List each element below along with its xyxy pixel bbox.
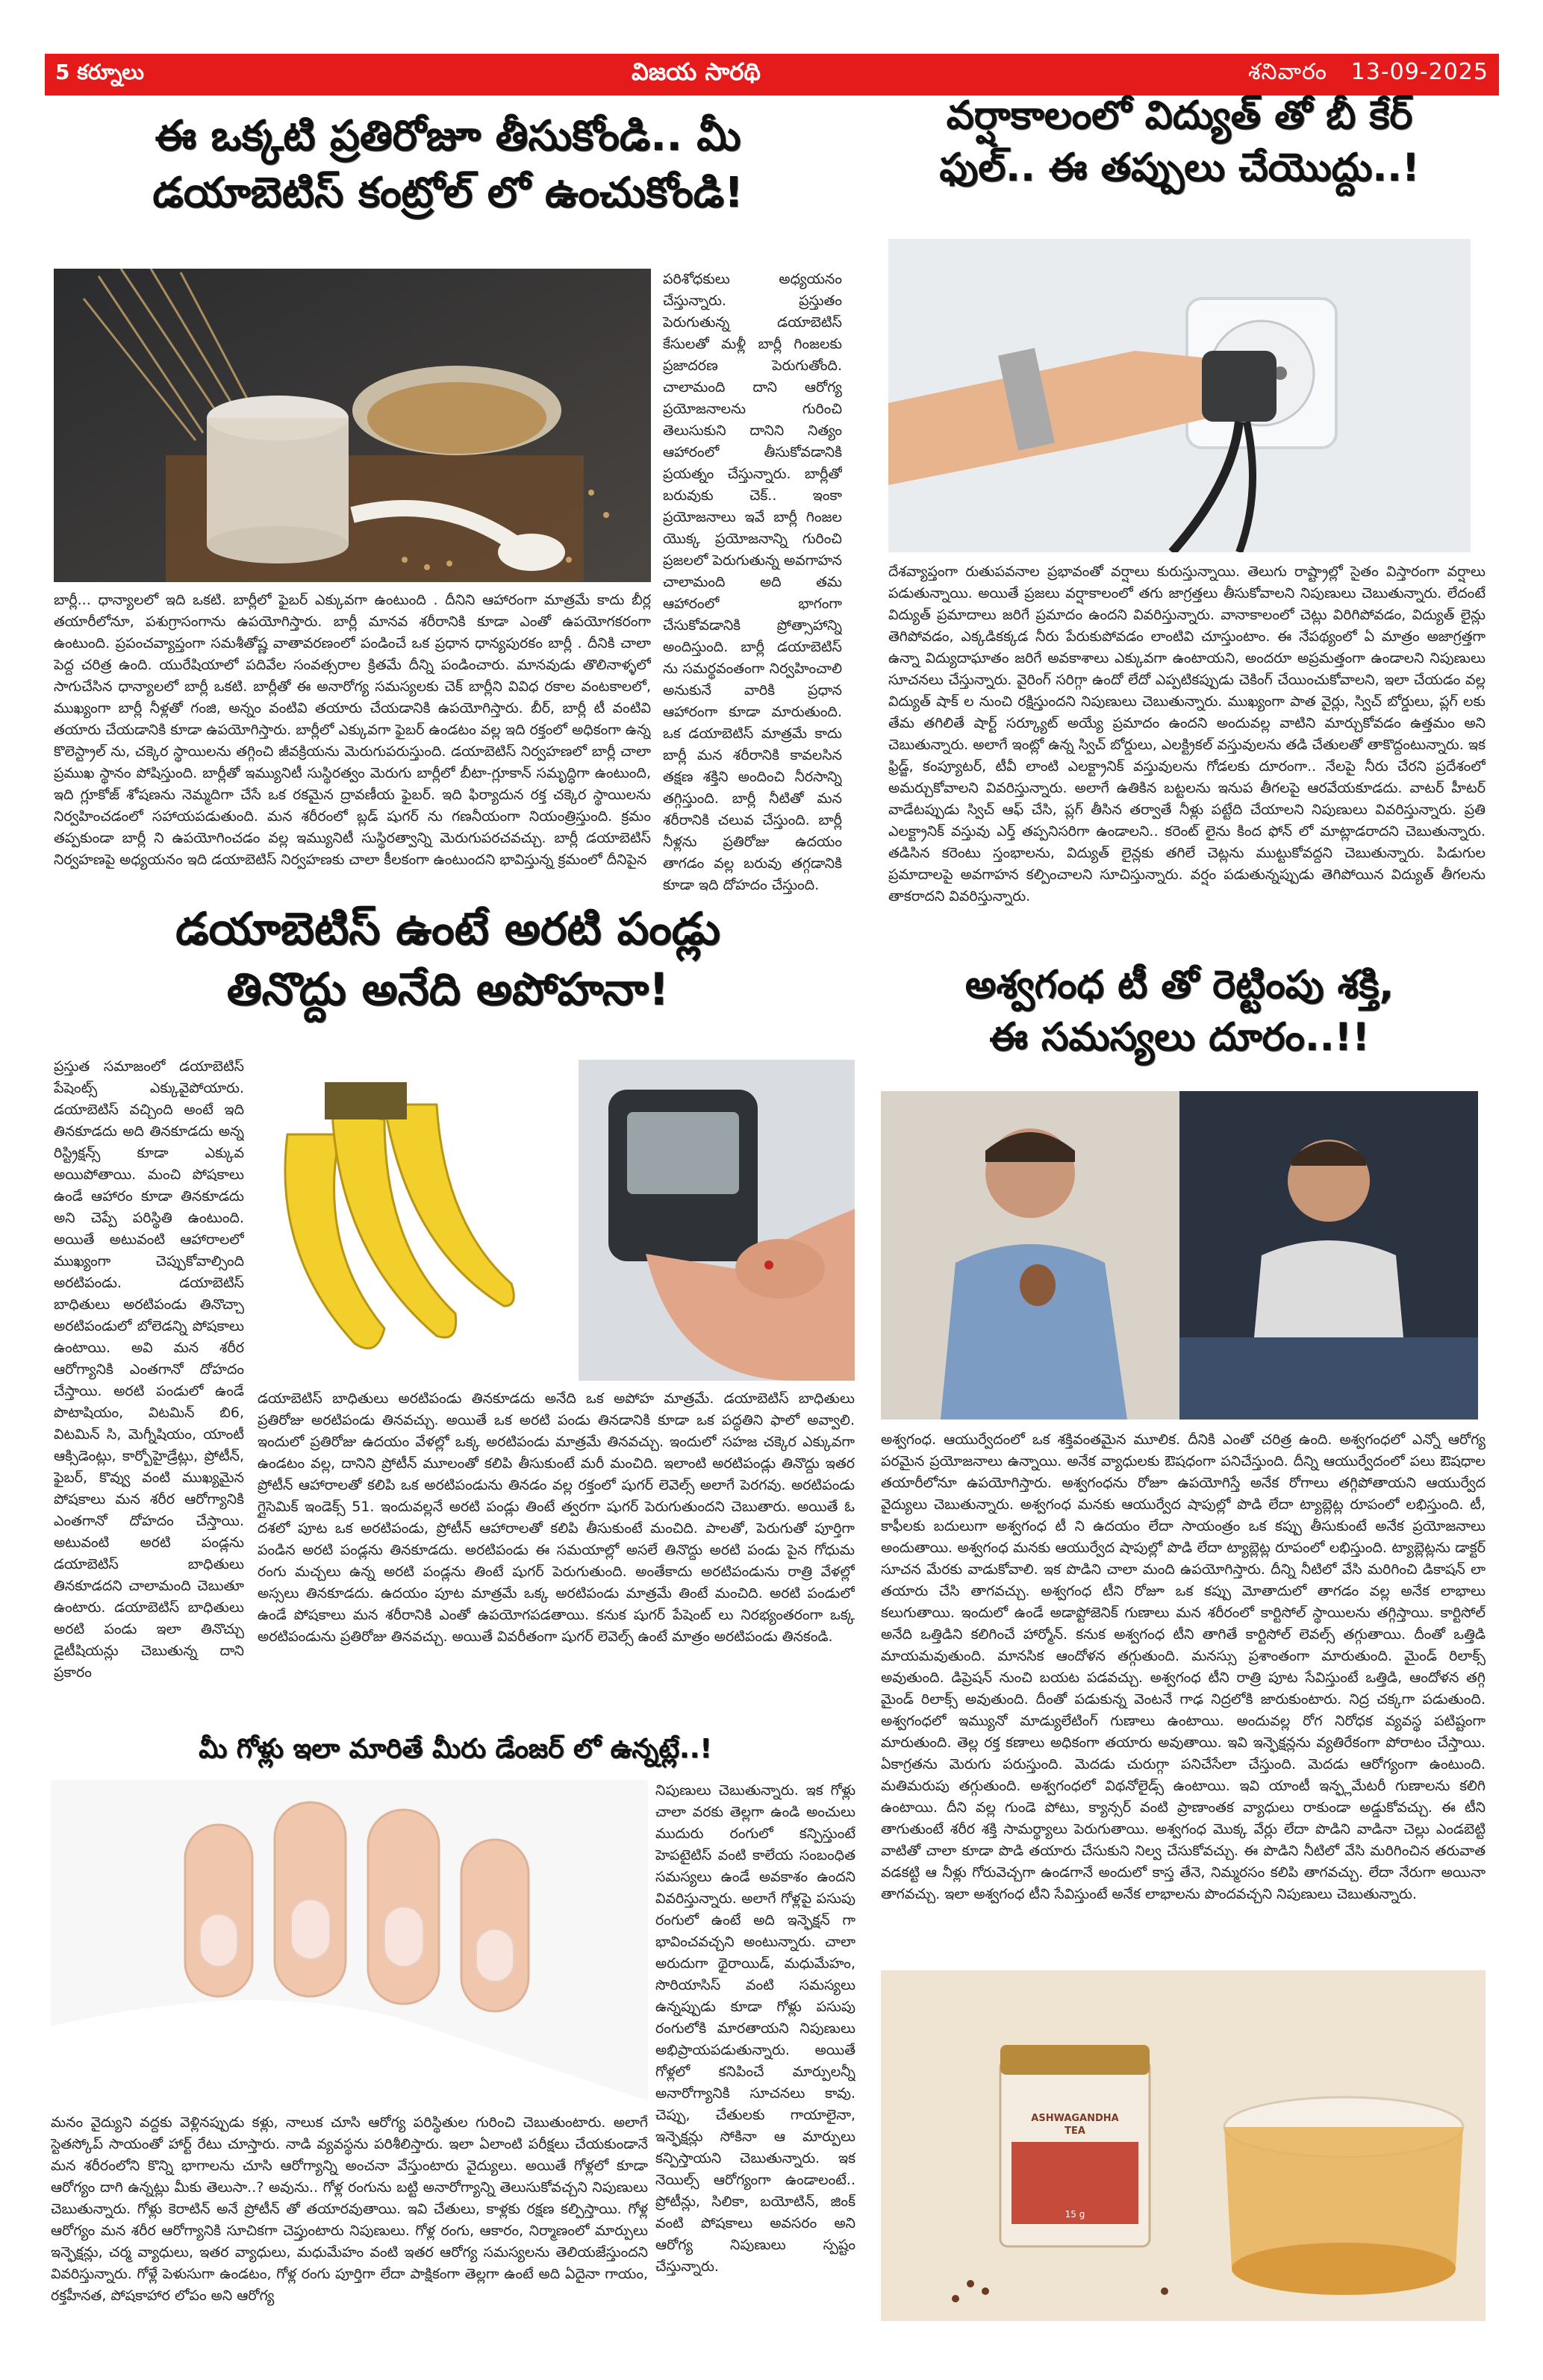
barley-photo xyxy=(54,269,651,582)
nails-side-column: నిపుణులు చెబుతున్నారు. ఇక గోళ్లు చాలా వరకు తెల్లగా ఉండి అంచులు ముదురు రంగులో కన్పిస్తుంటే హెపటైటిస్ వంటి కాలేయ సంబంధిత సమస్యలు ఉండే అవకాశం ఉందని వివరిస్తున్నారు. అలాగే గోళ్లపై పసుపు రంగులో ఉంటే అది ఇన్ఫెక్షన్ గా భావించవచ్చని అంటున్నారు. చాలా అరుదుగా థైరాయిడ్, మధుమేహం, సొరియాసిస్ వంటి సమస్యలు ఉన్నప్పుడు కూడా గోళ్లు పసుపు రంగులోకి మారతాయని నిపుణులు అభిప్రాయపడుతున్నారు. అయితే గోళ్లలో కనిపించే మార్పులన్నీ అనారోగ్యానికి సూచనలు కావు. చెప్పు, చేతులకు గాయాలైనా, ఇన్ఫెక్షన్లు సోకినా ఆ మార్పులు కన్పిస్తాయని చెబుతున్నారు. ఇక నెయిల్స్ ఆరోగ్యంగా ఉండాలంటే.. ప్రోటీన్లు, సిలికా, బయోటిన్, జింక్ వంటి పోషకాలు అవసరం అని ఆరోగ్య నిపుణులు స్పష్టం చేస్తున్నారు. xyxy=(655,1782,855,2275)
page-label: 5 కర్నూలు xyxy=(55,60,144,84)
electricity-headline-line2: ఫుల్.. ఈ తప్పులు చేయొద్దు..! xyxy=(939,146,1420,191)
nails-headline: మీ గోళ్లు ఇలా మారితే మీరు డేంజర్ లో ఉన్నట్లే..! xyxy=(199,1734,712,1764)
ashwagandha-tea-photo xyxy=(881,1970,1486,2321)
ashwagandha-headline xyxy=(858,959,1500,1101)
banana-photo xyxy=(258,1060,855,1381)
ashwagandha-headline-line1: అశ్వగంధ టీ తో రెట్టింపు శక్తి, xyxy=(964,963,1394,1008)
electricity-body: దేశవ్యాప్తంగా రుతుపవనాల ప్రభావంతో వర్షాలు కురుస్తున్నాయి. తెలుగు రాష్ట్రాల్లో సైతం విస్తారంగా వర్షాలు పడుతున్నాయి. అయితే ప్రజలు వర్షాకాలంలో తగు జాగ్రత్తలు తీసుకోవాలని నిపుణులు చెబుతున్నారు. లేదంటే విద్యుత్ ప్రమాదాలు జరిగే ప్రమాదం ఉందని వివరిస్తున్నారు. వానాకాలంలో చెట్లు విరిగిపోవడం, విద్యుత్ లైన్లు తెగిపోవడం, ఎక్కడికక్కడ నీరు పేరుకుపోవడం లాంటివి చూస్తుంటాం. ఈ నేపథ్యంలో ఏ మాత్రం అజాగ్రత్తగా ఉన్నా విద్యుదాఘాతం జరిగే అవకాశాలు ఎక్కువగా ఉంటాయని, అందరూ అప్రమత్తంగా ఉండాలని నిపుణులు సూచనలు చేస్తున్నారు. వైరింగ్ సరిగ్గా ఉందో లేదో ఎప్పటికప్పుడు చెకింగ్ చేయించుకోవాలని, ఇలా చేయడం వల్ల విద్యుత్ షాక్ ల నుంచి రక్షిస్తుందని నిపుణులు చెబుతున్నారు. ముఖ్యంగా పాత వైర్లు, స్విచ్ బోర్డులు, ప్లగ్ లకు తేమ తగిలితే షార్ట్ సర్క్యూట్ అయ్యే ప్రమాదం ఉందని అందువల్ల వాటిని మార్చుకోవడం ఉత్తమం అని చెబుతున్నారు. అలాగే ఇంట్లో ఉన్న స్విచ్ బోర్డులు, ఎలక్ట్రికల్ వస్తువులను తడి చేతులతో తాకొద్దంటున్నారు. ఇక ఫ్రిడ్జ్, కంప్యూటర్, టీవీ లాంటి ఎలక్ట్రానిక్ వస్తువులను గోడలకు దూరంగా.. నేలపై నీరు చేరని ప్రదేశంలో అమర్చుకోవాలని వివరిస్తున్నారు. అలాగే ఉతికిన బట్టలను ఇనుప తీగలపై ఆరవేయకూడదు. వాటర్ హీటర్ వాడేటప్పుడు స్విచ్ ఆఫ్ చేసి, ప్లగ్ తీసిన తర్వాతే నీళ్లు పట్టేది చేయాలని నిపుణులు వివరిస్తున్నారు. ప్రతి ఎలక్ట్రానిక్ వస్తువు ఎర్త్ తప్పనిసరిగా ఉండాలని.. కరెంట్ లైను కింద ఫోన్ లో మాట్లాడరాదని చెబుతున్నారు. తడిసిన కరెంటు స్తంభాలను, విద్యుత్ లైన్లకు తగిలే చెట్లను ముట్టుకోవద్దని చెబుతున్నారు. పిడుగుల ప్రమాదాలపై అవగాహన కల్పించాలని సూచిస్తున్నారు. వర్షం పడుతున్నప్పుడు తెగిపోయిన విద్యుత్ తీగలను తాకరాదని వివరిస్తున్నారు. xyxy=(888,563,1486,905)
banana-body: డయాబెటిస్ బాధితులు అరటిపండు తినకూడదు అనేది ఒక అపోహ మాత్రమే. డయాబెటిస్ బాధితులు ప్రతిరోజు అరటిపండు తినవచ్చు. అయితే ఒక అరటి పండు తినడానికి కూడా ఒక పద్ధతిని ఫాలో అవ్వాలి. ఇందులో ప్రతిరోజు ఉదయం వేళల్లో ఒక్క అరటిపండు మాత్రమే తినవచ్చు. ఇందులో సహజ చక్కెర ఎక్కువగా ఉండటం వల్ల, దానిని ప్రోటీన్ మూలంతో కలిపి తీసుకుంటే మరీ మంచిది. ఇలాంటి అరటిపండ్లు తినొద్దు ఇతర ప్రోటీన్ ఆహారాలతో కలిపి ఒక అరటిపండును తినడం వల్ల రక్తంలో షుగర్ లెవెల్స్ అలాగే పెరగవు. అరటిపండు గ్లైసెమిక్ ఇండెక్స్ 51. ఇందువల్లనే అరటి పండ్లు తింటే త్వరగా షుగర్ పెరుగుతుందని చెబుతారు. అయితే ఓ దశలో పూట ఒక అరటిపండు, ప్రోటీన్ ఆహారాలతో కలిపి తీసుకుంటే మంచిది. పాలతో, పెరుగుతో పూర్తిగా పండిన అరటి పండ్లను తినకూడదు. అరటిపండు ఈ సమయాల్లో అసలే తినొద్దు అరటి పండు పైన గోధుమ రంగు మచ్చలు ఉన్న అరటి పండ్లను తింటే షుగర్ పెరుగుతుంది. అంతేకాదు అరటిపండును రాత్రి వేళల్లో అస్సలు తినకూడదు. ఉదయం పూట మాత్రమే ఒక్క అరటిపండు మాత్రమే తింటే మంచిది. అరటి పండులో ఉండే పోషకాలు మన శరీరానికి ఎంతో ఉపయోగపడతాయి. కనుక షుగర్ పేషెంట్ లు నిరభ్యంతరంగా ఒక్క అరటిపండును ప్రతిరోజు తినవచ్చు. అయితే వివరీతంగా షుగర్ లెవెల్స్ ఉంటే మాత్రం అరటిపండు తినకండి. xyxy=(258,1390,855,1645)
tea-jar-weight: 15 g xyxy=(1064,2209,1085,2220)
issue-day: శనివారం xyxy=(1248,59,1328,85)
banana-headline-line1: డయాబెటిస్ ఉంటే అరటి పండ్లు xyxy=(175,903,720,955)
barley-body: బార్లీ... ధాన్యాలలో ఇది ఒకటి. బార్లీలో ఫైబర్ ఎక్కువగా ఉంటుంది . దీనిని ఆహారంగా మాత్రమే కాదు బీర్ల తయారీలోనూ, పశుగ్రాసంగాను ఉపయోగిస్తారు. బార్లీ మానవ శరీరానికి కూడా ఎంతో ఉపయోగకరంగా ఉంటుంది. ప్రపంచవ్యాప్తంగా సమశీతోష్ణ వాతావరణంలో పండించే ఒక ప్రధాన ధాన్యపురకం బార్లీ . దీనికి చాలా పెద్ద చరిత్ర ఉంది. యురేషియాలో పదివేల సంవత్సరాల క్రితమే దీన్ని పండించారు. మానవుడు తొలినాళ్ళలో సాగుచేసిన ధాన్యాలలో బార్లీ ఒకటి. బార్లీతో ఈ అనారోగ్య సమస్యలకు చెక్ బార్లీని వివిధ రకాల వంటకాలలో, ముఖ్యంగా బార్లీ నీళ్లతో గంజి, అన్నం వంటివి తయారు చేయడానికి ఉపయోగిస్తారు. బీర్, బార్లీ టీ వంటివి తయారు చేయడానికి కూడా ఉపయోగిస్తారు. బార్లీలో ఎక్కువగా ఫైబర్ ఉండటం వల్ల ఇది రక్తంలో అధికంగా ఉన్న కొలెస్ట్రాల్ ను, చక్కెర స్థాయిలను తగ్గించి జీవక్రియను మెరుగుపరుస్తుంది. డయాబెటిస్ నిర్వహణలో బార్లీ చాలా ప్రముఖ స్థానం పోషిస్తుంది. బార్లీతో ఇమ్యునిటీ సుస్థిరత్వం మెరుగు బార్లీలో బీటా-గ్లూకాన్ సమృద్ధిగా ఉంటుంది, ఇది గ్లూకోజ్ శోషణను నెమ్మదిగా చేసే ఒక రకమైన ద్రావణీయ ఫైబర్. ఇది ఫిర్యాదున రక్త చక్కెర స్థాయిలను నిర్వహించడంలో సహాయపడుతుంది. మన శరీరంలో బ్లడ్ షుగర్ ను గణనీయంగా నియంత్రిస్తుంది. క్రమం తప్పకుండా బార్లీ ని ఉపయోగించడం వల్ల ఇమ్యునిటీ సుస్థిరత్వాన్ని మెరుగుపరచవచ్చు. బార్లీ డయాబెటిస్ నిర్వహణపై అధ్యయనం ఇది డయాబెటిస్ నిర్వహణకు చాలా కీలకంగా ఉంటుందని భావిస్తున్న క్రమంలో దీనిపైన xyxy=(54,592,651,868)
socket-photo xyxy=(888,239,1471,552)
ashwagandha-headline-line2: ఈ సమస్యలు దూరం..!! xyxy=(989,1015,1370,1061)
tea-jar-brand-line1: ASHWAGANDHA xyxy=(1031,2113,1119,2124)
nails-photo xyxy=(51,1780,648,2101)
tea-jar-label xyxy=(1014,2112,1136,2149)
ashwagandha-body: అశ్వగంధ. ఆయుర్వేదంలో ఒక శక్తివంతమైన మూలిక. దీనికి ఎంతో చరిత్ర ఉంది. అశ్వగంధలో ఎన్నో ఆరోగ్య పరమైన ప్రయోజనాలు ఉన్నాయి. అనేక వ్యాధులకు ఔషధంగా పనిచేస్తుంది. దీన్ని ఆయుర్వేదంలో పలు ఔషధాల తయారీలోనూ ఉపయోగిస్తారు. అశ్వగంధను రోజూ ఉపయోగిస్తే అనేక రోగాలు తగ్గిపోతాయని ఆయుర్వేద వైద్యులు చెబుతున్నారు. అశ్వగంధ మనకు ఆయుర్వేద షాపుల్లో పొడి లేదా ట్యాబ్లెట్ల రూపంలో లభిస్తుంది. టీ, కాఫీలకు బదులుగా అశ్వగంధ టీ ని ఉదయం లేదా సాయంత్రం ఒక కప్పు తీసుకుంటే అనేక ప్రయోజనాలు అందుతాయి. అశ్వగంధ మనకు ఆయుర్వేద షాపుల్లో పొడి లేదా ట్యాబ్లెట్ల రూపంలో లభిస్తుంది. ట్యాబ్లెట్లను డాక్టర్ సూచన మేరకు వాడుకోవాలి. ఇక పొడిని చాలా మంది ఉపయోగిస్తారు. దీన్ని నీటిలో వేసి మరిగించి డికాషన్ లా తయారు చేసి తాగవచ్చు. అశ్వగంధ టీని రోజూ ఒక కప్పు మోతాదులో తాగడం వల్ల అనేక లాభాలు కలుగుతాయి. ఇందులో ఉండే అడాప్టోజెనిక్ గుణాలు మన శరీరంలో కార్టిసోల్ స్థాయిలను తగ్గిస్తాయి. కార్టిసోల్ అనేది ఒత్తిడిని కలిగించే హార్మోన్. కనుక అశ్వగంధ టీని తాగితే కార్టిసోల్ లెవల్స్ తగ్గుతాయి. దీంతో ఒత్తిడి మాయమవుతుంది. మానసిక ఆందోళన తగ్గుతుంది. మనస్సు ప్రశాంతంగా మారుతుంది. మైండ్ రిలాక్స్ అవుతుంది. డిప్రెషన్ నుంచి బయట పడవచ్చు. అశ్వగంధ టీని రాత్రి పూట సేవిస్తుంటే ఒత్తిడి, ఆందోళన తగ్గి మైండ్ రిలాక్స్ అవుతుంది. దీంతో పడుకున్న వెంటనే గాఢ నిద్రలోకి జారుకుంటారు. నిద్ర చక్కగా పడుతుంది. అశ్వగంధలో ఇమ్యునో మాడ్యులేటింగ్ గుణాలు ఉంటాయి. అందువల్ల రోగ నిరోధక వ్యవస్థ పటిష్టంగా మారుతుంది. తెల్ల రక్త కణాలు అధికంగా తయారు అవుతాయి. ఇవి ఇన్ఫెక్షన్లను వ్యతిరేకంగా పోరాటం చేస్తాయి. ఏకాగ్రతను మెరుగు పరుస్తుంది. మెదడు చురుగ్గా పనిచేసేలా చేస్తుంది. మెదడు ఆరోగ్యంగా ఉంటుంది. మతిమరుపు తగ్గుతుంది. అశ్వగంధలో విథనోలైడ్స్ ఉంటాయి. ఇవి యాంటీ ఇన్ఫ్లమేటరీ గుణాలను కలిగి ఉంటాయి. దీని వల్ల గుండె పోటు, క్యాన్సర్ వంటి ప్రాణాంతక వ్యాధులు రాకుండా అడ్డుకోవచ్చు. ఈ టీని తాగుతుంటే శరీర శక్తి సామర్థ్యాలు పెరుగుతాయి. అశ్వగంధ మొక్క వేర్లు లేదా పొడిని వాడినా చెల్లు ఎండబెట్టి వాటితో చాలా కూడా పొడి తయారు చేసుకుని నిల్వ చేసుకోవచ్చు. ఈ పొడిని నీటిలో వేసి మరిగించిన తరువాత వడకట్టి ఆ నీళ్లు గోరువెచ్చగా ఉండగానే అందులో కాస్త తేనె, నిమ్మరసం కలిపి తాగవచ్చు. లేదా నేరుగా అయినా తాగవచ్చు. ఇలా అశ్వగంధ టీని సేవిస్తుంటే అనేక లాభాలను పొందవచ్చని నిపుణులు చెబుతున్నారు. xyxy=(881,1431,1486,1902)
barley-side-column: పరిశోధకులు అధ్యయనం చేస్తున్నారు. ప్రస్తుతం పెరుగుతున్న డయాబెటిస్ కేసులతో మళ్లీ బార్లీ గింజలకు ప్రజాదరణ పెరుగుతోంది. చాలామంది దాని ఆరోగ్య ప్రయోజనాలను గురించి తెలుసుకుని దానిని నిత్యం ఆహారంలో తీసుకోవడానికి ప్రయత్నం చేస్తున్నారు. బార్లీతో బరువుకు చెక్.. ఇంకా ప్రయోజనాలు ఇవే బార్లీ గింజల యొక్క ప్రయోజనాన్ని గురించి ప్రజలలో పెరుగుతున్న అవగాహన చాలామంది అది తమ ఆహారంలో భాగంగా చేసుకోవడానికి ప్రోత్సాహాన్ని అందిస్తుంది. బార్లీ డయాబెటిస్ ను సమర్థవంతంగా నిర్వహించాలి అనుకునే వారికి ప్రధాన ఆహారంగా కూడా మారుతుంది. ఒక డయాబెటిస్ మాత్రమే కాదు బార్లీ మన శరీరానికి కావలసిన తక్షణ శక్తిని అందించి నీరసాన్ని తగ్గిస్తుంది. బార్లీ నీటితో మన శరీరానికి చలువ చేస్తుంది. బార్లీ నీళ్లను ప్రతిరోజు ఉదయం తాగడం వల్ల బరువు తగ్గడానికి కూడా ఇది దోహదం చేస్తుంది. xyxy=(663,271,842,893)
issue-date-value: 13-09-2025 xyxy=(1350,59,1489,85)
barley-headline-line1: ఈ ఒక్కటి ప్రతిరోజూ తీసుకోండి.. మీ xyxy=(155,112,741,160)
barley-headline xyxy=(52,108,844,257)
banana-headline xyxy=(52,899,844,1063)
barley-headline-line2: డయాబెటిస్ కంట్రోల్ లో ఉంచుకోండి! xyxy=(152,168,744,217)
paper-name: విజయ సారథి xyxy=(631,57,761,86)
electricity-headline xyxy=(858,90,1500,239)
issue-date xyxy=(1248,59,1489,90)
banana-side-column: ప్రస్తుత సమాజంలో డయాబెటిస్ పేషెంట్స్ ఎక్కువైపోయారు. డయాబెటిస్ వచ్చింది అంటే ఇది తినకూడదు అది తినకూడదు అన్న రిస్ట్రిక్షన్స్ కూడా ఎక్కువ అయిపోతాయి. మంచి పోషకాలు ఉండే ఆహారం కూడా తినకూడదు అని చెప్పే పరిస్థితి ఉంటుంది. అయితే అటువంటి ఆహారాలలో ముఖ్యంగా చెప్పుకోవాల్సింది అరటిపండు. డయాబెటిస్ బాధితులు అరటిపండు తినొచ్చా అరటిపండులో బోలెడన్ని పోషకాలు ఉంటాయి. అవి మన శరీర ఆరోగ్యానికి ఎంతగానో దోహదం చేస్తాయి. అరటి పండులో ఉండే పొటాషియం, విటమిన్ బి6, విటమిన్ సి, మెగ్నీషియం, యాంటీ ఆక్సిడెంట్లు, కార్బోహైడ్రేట్లు, ప్రోటీన్, ఫైబర్, కొవ్వు వంటి ముఖ్యమైన పోషకాలు మన శరీర ఆరోగ్యానికి ఎంతగానో దోహదం చేస్తాయి. అటువంటి అరటి పండ్లను డయాబెటిస్ బాధితులు తినకూడదని చాలామంది చెబుతూ ఉంటారు. డయాబెటిస్ బాధితులు అరటి పండు ఇలా తినొచ్చు డైటీషియన్లు చెబుతున్న దాని ప్రకారం xyxy=(54,1058,244,1681)
tea-jar-brand-line2: TEA xyxy=(1064,2126,1085,2137)
ashwagandha-men-photo xyxy=(881,1091,1478,1419)
electricity-headline-line1: వర్షాకాలంలో విద్యుత్ తో బీ కేర్ xyxy=(946,93,1413,138)
nails-body: మనం వైద్యుని వద్దకు వెళ్లినప్పుడు కళ్లు, నాలుక చూసి ఆరోగ్య పరిస్థితుల గురించి చెబుతుంటారు. అలాగే స్టెతస్కోప్ సాయంతో హార్ట్ రేటు చూస్తారు. నాడి వ్యవస్థను పరిశీలిస్తారు. ఇలా ఏలాంటి పరీక్షలు చేయకుండానే మన శరీరంలోని కొన్ని భాగాలను చూసి ఆరోగ్యాన్ని అంచనా వేస్తుంటారు వైద్యులు. అయితే గోళ్లలో కూడా ఆరోగ్యం దాగి ఉన్నట్లు మీకు తెలుసా..? అవును.. గోళ్ల రంగును బట్టి అనారోగ్యాన్ని తెలుసుకోవచ్చని నిపుణులు చెబుతున్నారు. గోళ్లు కెరాటిన్ అనే ప్రోటీన్ తో తయారవుతాయి. ఇవి చేతులు, కాళ్లకు రక్షణ కల్పిస్తాయి. గోళ్ల ఆరోగ్యం మన శరీర ఆరోగ్యానికి సూచికగా చెప్తుంటారు నిపుణులు. గోళ్ల రంగు, ఆకారం, నిర్మాణంలో మార్పులు ఇన్ఫెక్షన్లు, చర్మ వ్యాధులు, ఇతర వ్యాధులు, మధుమేహం వంటి ఇతర ఆరోగ్య సమస్యలను తెలియజేస్తుందని వివరిస్తున్నారు. గోళ్లే పెళుసుగా ఉండటం, గోళ్ల రంగు పూర్తిగా లేదా పాక్షికంగా తెల్లగా ఉంటే అది ఏదైనా గాయం, రక్తహీనత, పోషకాహార లోపం అని ఆరోగ్య xyxy=(51,2114,648,2304)
banana-headline-line2: తినొద్దు అనేది అపోహనా! xyxy=(226,963,670,1016)
